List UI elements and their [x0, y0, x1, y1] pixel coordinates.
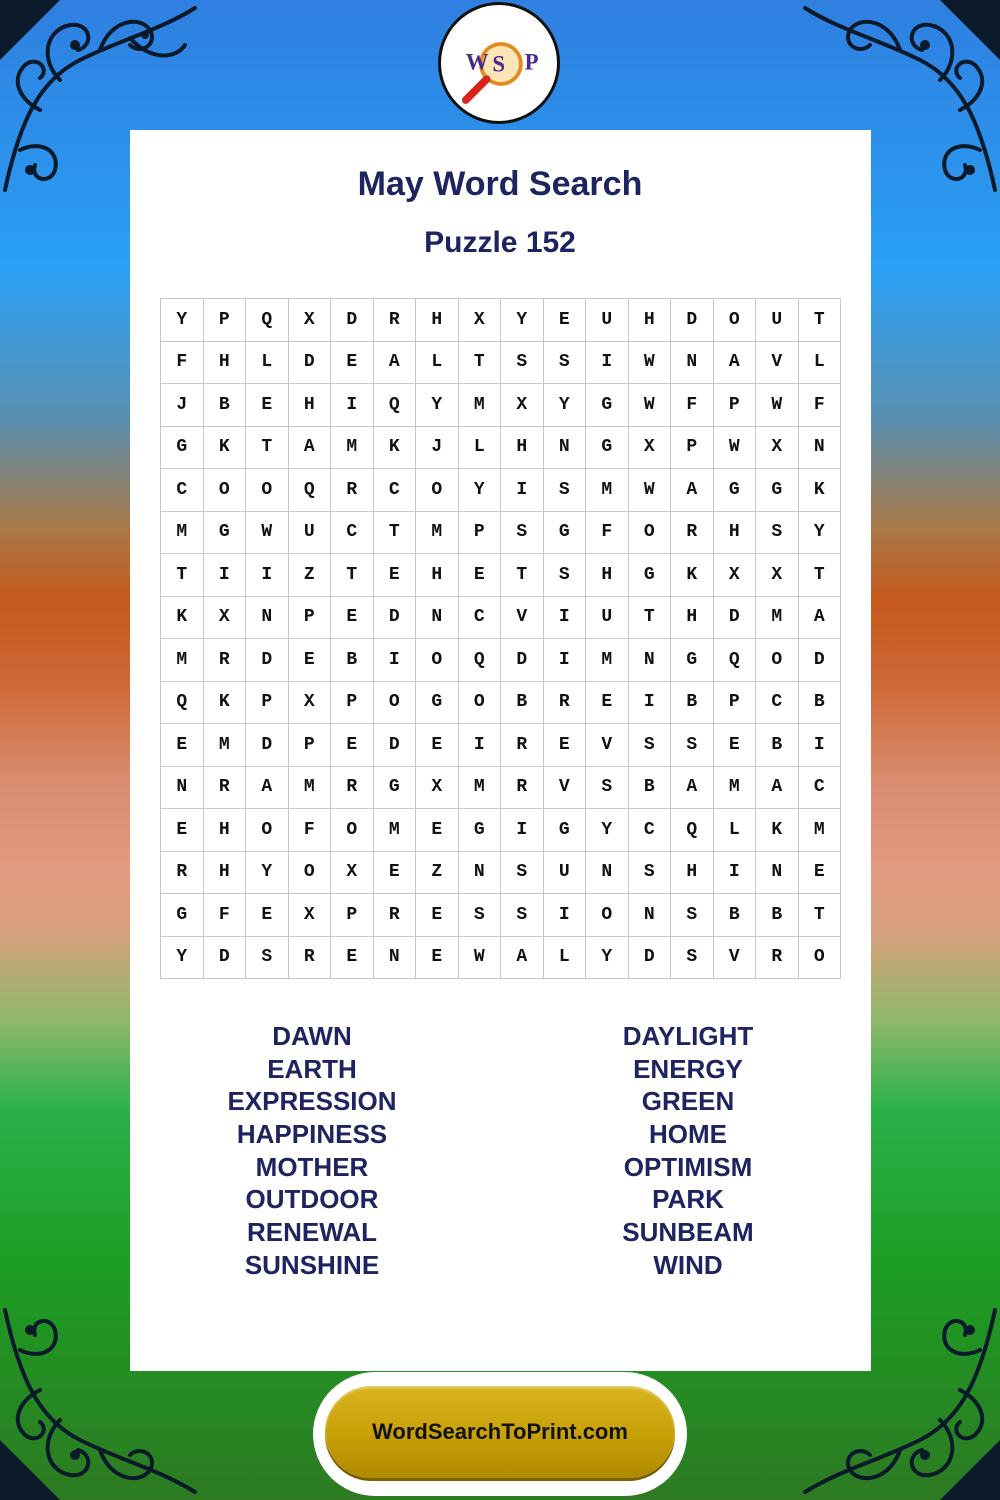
grid-cell[interactable]: A	[246, 767, 289, 810]
grid-cell[interactable]: C	[161, 469, 204, 512]
footer-badge	[313, 1372, 687, 1496]
grid-cell[interactable]: M	[289, 767, 332, 810]
grid-cell[interactable]: B	[671, 682, 714, 725]
grid-cell[interactable]: C	[459, 597, 502, 640]
grid-cell[interactable]: E	[161, 724, 204, 767]
grid-cell[interactable]: D	[246, 639, 289, 682]
grid-cell[interactable]: E	[416, 937, 459, 980]
grid-cell[interactable]: P	[714, 384, 757, 427]
grid-cell[interactable]: S	[544, 554, 587, 597]
grid-cell[interactable]: V	[544, 767, 587, 810]
grid-cell[interactable]: G	[374, 767, 417, 810]
grid-cell[interactable]: X	[289, 682, 332, 725]
grid-cell[interactable]: T	[161, 554, 204, 597]
grid-cell[interactable]: Y	[799, 512, 842, 555]
word-list-item: RENEWAL	[247, 1217, 377, 1248]
grid-cell[interactable]: P	[459, 512, 502, 555]
grid-cell[interactable]: C	[374, 469, 417, 512]
puzzle-number: Puzzle 152	[424, 226, 576, 259]
grid-cell[interactable]: E	[331, 937, 374, 980]
grid-cell[interactable]: K	[204, 682, 247, 725]
grid-cell[interactable]: Y	[586, 937, 629, 980]
grid-cell[interactable]: L	[459, 427, 502, 470]
grid-cell[interactable]: M	[459, 384, 502, 427]
website-link-button[interactable]: WordSearchToPrint.com	[325, 1386, 675, 1478]
grid-cell[interactable]: I	[204, 554, 247, 597]
grid-cell[interactable]: W	[714, 427, 757, 470]
grid-cell[interactable]: E	[416, 894, 459, 937]
grid-cell[interactable]: N	[459, 852, 502, 895]
grid-cell[interactable]: Y	[586, 809, 629, 852]
grid-cell[interactable]: E	[331, 724, 374, 767]
grid-cell[interactable]: L	[799, 342, 842, 385]
word-list-item: WIND	[653, 1249, 723, 1280]
grid-cell[interactable]: D	[671, 299, 714, 342]
grid-cell[interactable]: G	[161, 427, 204, 470]
grid-cell[interactable]: S	[586, 767, 629, 810]
grid-cell[interactable]: O	[289, 852, 332, 895]
grid-cell[interactable]: N	[756, 852, 799, 895]
grid-cell[interactable]: N	[629, 894, 672, 937]
grid-cell[interactable]: O	[246, 809, 289, 852]
grid-cell[interactable]: X	[289, 894, 332, 937]
grid-cell[interactable]: T	[246, 427, 289, 470]
grid-cell[interactable]: Q	[246, 299, 289, 342]
grid-cell[interactable]: S	[756, 512, 799, 555]
grid-cell[interactable]: X	[331, 852, 374, 895]
grid-cell[interactable]: M	[416, 512, 459, 555]
logo-letter-w: W	[465, 49, 489, 75]
grid-cell[interactable]: N	[799, 427, 842, 470]
grid-cell[interactable]: R	[204, 767, 247, 810]
grid-cell[interactable]: N	[161, 767, 204, 810]
magnifier-icon	[441, 5, 557, 121]
grid-cell[interactable]: F	[671, 384, 714, 427]
grid-cell[interactable]: P	[671, 427, 714, 470]
grid-cell[interactable]: R	[756, 937, 799, 980]
grid-cell[interactable]: A	[799, 597, 842, 640]
grid-cell[interactable]: T	[331, 554, 374, 597]
word-list-item: GREEN	[641, 1086, 735, 1117]
grid-cell[interactable]: M	[459, 767, 502, 810]
grid-cell[interactable]: B	[799, 682, 842, 725]
word-list-left	[162, 1020, 462, 1282]
grid-cell[interactable]: Y	[501, 299, 544, 342]
grid-cell[interactable]: E	[416, 724, 459, 767]
grid-cell[interactable]: K	[161, 597, 204, 640]
grid-cell[interactable]: C	[756, 682, 799, 725]
grid-cell[interactable]: R	[501, 724, 544, 767]
grid-cell[interactable]: G	[671, 639, 714, 682]
grid-cell[interactable]: P	[331, 682, 374, 725]
grid-cell[interactable]: S	[671, 724, 714, 767]
grid-cell[interactable]: Y	[161, 299, 204, 342]
grid-cell[interactable]: E	[331, 597, 374, 640]
grid-cell[interactable]: V	[714, 937, 757, 980]
grid-cell[interactable]: W	[629, 469, 672, 512]
grid-cell[interactable]: M	[799, 809, 842, 852]
grid-cell[interactable]: P	[289, 724, 332, 767]
grid-cell[interactable]: H	[586, 554, 629, 597]
grid-cell[interactable]: A	[671, 469, 714, 512]
grid-cell[interactable]: S	[501, 512, 544, 555]
grid-cell[interactable]: N	[586, 852, 629, 895]
grid-cell[interactable]: G	[416, 682, 459, 725]
grid-cell[interactable]: D	[629, 937, 672, 980]
grid-cell[interactable]: Y	[459, 469, 502, 512]
grid-cell[interactable]: S	[501, 342, 544, 385]
grid-cell[interactable]: U	[289, 512, 332, 555]
grid-cell[interactable]: B	[331, 639, 374, 682]
grid-cell[interactable]: C	[629, 809, 672, 852]
grid-cell[interactable]: M	[586, 639, 629, 682]
grid-cell[interactable]: R	[204, 639, 247, 682]
grid-cell[interactable]: O	[204, 469, 247, 512]
grid-cell[interactable]: R	[544, 682, 587, 725]
grid-cell[interactable]: H	[204, 809, 247, 852]
grid-cell[interactable]: V	[586, 724, 629, 767]
grid-cell[interactable]: D	[714, 597, 757, 640]
grid-cell[interactable]: G	[204, 512, 247, 555]
grid-cell[interactable]: O	[799, 937, 842, 980]
grid-cell[interactable]: D	[374, 597, 417, 640]
grid-cell[interactable]: E	[331, 342, 374, 385]
grid-cell[interactable]: H	[204, 852, 247, 895]
grid-cell[interactable]: T	[459, 342, 502, 385]
grid-cell[interactable]: S	[544, 342, 587, 385]
grid-cell[interactable]: H	[671, 597, 714, 640]
grid-cell[interactable]: G	[586, 427, 629, 470]
grid-cell[interactable]: E	[416, 809, 459, 852]
grid-cell[interactable]: Y	[161, 937, 204, 980]
grid-cell[interactable]: R	[331, 469, 374, 512]
grid-cell[interactable]: S	[671, 937, 714, 980]
grid-cell[interactable]: T	[629, 597, 672, 640]
grid-cell[interactable]: E	[374, 554, 417, 597]
grid-cell[interactable]: K	[756, 809, 799, 852]
grid-cell[interactable]: A	[289, 427, 332, 470]
grid-cell[interactable]: T	[799, 299, 842, 342]
grid-cell[interactable]: Q	[714, 639, 757, 682]
grid-cell[interactable]: P	[289, 597, 332, 640]
grid-cell[interactable]: N	[629, 639, 672, 682]
grid-cell[interactable]: B	[204, 384, 247, 427]
grid-cell[interactable]: Y	[246, 852, 289, 895]
word-list-item: DAYLIGHT	[622, 1021, 754, 1051]
grid-cell[interactable]: D	[204, 937, 247, 980]
grid-cell[interactable]: A	[501, 937, 544, 980]
grid-cell[interactable]: L	[714, 809, 757, 852]
grid-cell[interactable]: O	[459, 682, 502, 725]
grid-cell[interactable]: A	[714, 342, 757, 385]
grid-cell[interactable]: N	[544, 427, 587, 470]
grid-cell[interactable]: P	[331, 894, 374, 937]
grid-cell[interactable]: I	[501, 809, 544, 852]
grid-cell[interactable]: N	[246, 597, 289, 640]
grid-cell[interactable]: A	[756, 767, 799, 810]
grid-cell[interactable]: L	[544, 937, 587, 980]
grid-cell[interactable]: I	[586, 342, 629, 385]
word-list-item: EXPRESSION	[227, 1086, 397, 1117]
grid-cell[interactable]: G	[756, 469, 799, 512]
grid-cell[interactable]: K	[204, 427, 247, 470]
grid-cell[interactable]: S	[459, 894, 502, 937]
grid-cell[interactable]: R	[331, 767, 374, 810]
grid-cell[interactable]: K	[671, 554, 714, 597]
grid-cell[interactable]: L	[246, 342, 289, 385]
word-list-item: HOME	[649, 1119, 727, 1150]
word-list-item: HAPPINESS	[236, 1119, 388, 1150]
grid-cell[interactable]: L	[416, 342, 459, 385]
grid-cell[interactable]: C	[799, 767, 842, 810]
grid-cell[interactable]: H	[416, 554, 459, 597]
grid-cell[interactable]: X	[289, 299, 332, 342]
grid-cell[interactable]: X	[714, 554, 757, 597]
word-list-item: SUNSHINE	[244, 1249, 380, 1280]
grid-cell[interactable]: S	[544, 469, 587, 512]
grid-cell[interactable]: B	[756, 724, 799, 767]
grid-cell[interactable]: J	[416, 427, 459, 470]
grid-cell[interactable]: I	[544, 894, 587, 937]
grid-cell[interactable]: E	[374, 852, 417, 895]
grid-cell[interactable]: W	[756, 384, 799, 427]
grid-cell[interactable]: O	[416, 469, 459, 512]
grid-cell[interactable]: Y	[544, 384, 587, 427]
grid-cell[interactable]: I	[501, 469, 544, 512]
grid-cell[interactable]: P	[714, 682, 757, 725]
grid-cell[interactable]: A	[671, 767, 714, 810]
grid-cell[interactable]: S	[501, 894, 544, 937]
grid-cell[interactable]: B	[714, 894, 757, 937]
grid-cell[interactable]: E	[246, 384, 289, 427]
grid-cell[interactable]: Y	[416, 384, 459, 427]
grid-cell[interactable]: N	[416, 597, 459, 640]
grid-cell[interactable]: I	[459, 724, 502, 767]
grid-cell[interactable]: N	[374, 937, 417, 980]
grid-cell[interactable]: Q	[289, 469, 332, 512]
grid-cell[interactable]: D	[374, 724, 417, 767]
grid-cell[interactable]: F	[204, 894, 247, 937]
grid-cell[interactable]: U	[756, 299, 799, 342]
grid-cell[interactable]: G	[714, 469, 757, 512]
grid-cell[interactable]: Q	[671, 809, 714, 852]
grid-cell[interactable]: W	[246, 512, 289, 555]
grid-cell[interactable]: Z	[416, 852, 459, 895]
grid-cell[interactable]: E	[289, 639, 332, 682]
grid-cell[interactable]: Q	[161, 682, 204, 725]
grid-cell[interactable]: F	[161, 342, 204, 385]
grid-cell[interactable]: E	[586, 682, 629, 725]
grid-cell[interactable]: P	[204, 299, 247, 342]
grid-cell[interactable]: M	[374, 809, 417, 852]
grid-cell[interactable]: I	[374, 639, 417, 682]
grid-cell[interactable]: X	[756, 427, 799, 470]
grid-cell[interactable]: M	[714, 767, 757, 810]
grid-cell[interactable]: O	[629, 512, 672, 555]
grid-cell[interactable]: I	[629, 682, 672, 725]
grid-cell[interactable]: B	[629, 767, 672, 810]
word-list-right	[538, 1020, 838, 1282]
grid-cell[interactable]: G	[586, 384, 629, 427]
grid-cell[interactable]: R	[501, 767, 544, 810]
grid-cell[interactable]: M	[586, 469, 629, 512]
word-list-item: OPTIMISM	[623, 1151, 753, 1182]
grid-cell[interactable]: I	[714, 852, 757, 895]
grid-cell[interactable]: D	[246, 724, 289, 767]
grid-cell[interactable]: H	[416, 299, 459, 342]
grid-cell[interactable]: U	[544, 852, 587, 895]
grid-cell[interactable]: M	[204, 724, 247, 767]
grid-cell[interactable]: H	[714, 512, 757, 555]
grid-cell[interactable]: W	[629, 342, 672, 385]
grid-cell[interactable]: S	[629, 724, 672, 767]
grid-cell[interactable]: S	[671, 894, 714, 937]
grid-cell[interactable]: D	[501, 639, 544, 682]
grid-cell[interactable]: E	[459, 554, 502, 597]
grid-cell[interactable]: F	[586, 512, 629, 555]
grid-cell[interactable]: I	[331, 384, 374, 427]
grid-cell[interactable]: R	[289, 937, 332, 980]
grid-cell[interactable]: O	[416, 639, 459, 682]
grid-cell[interactable]: Z	[289, 554, 332, 597]
grid-cell[interactable]: G	[459, 809, 502, 852]
grid-cell[interactable]: Q	[459, 639, 502, 682]
grid-cell[interactable]: R	[374, 894, 417, 937]
grid-cell[interactable]: R	[161, 852, 204, 895]
grid-cell[interactable]: M	[756, 597, 799, 640]
grid-cell[interactable]: A	[374, 342, 417, 385]
logo-letter-p: P	[524, 49, 539, 75]
grid-cell[interactable]: H	[501, 427, 544, 470]
word-list-item: SUNBEAM	[622, 1217, 754, 1248]
grid-cell[interactable]: R	[374, 299, 417, 342]
grid-cell[interactable]: E	[714, 724, 757, 767]
grid-cell[interactable]: H	[629, 299, 672, 342]
grid-cell[interactable]: X	[459, 299, 502, 342]
grid-cell[interactable]: I	[544, 597, 587, 640]
grid-cell[interactable]: X	[204, 597, 247, 640]
grid-cell[interactable]: K	[374, 427, 417, 470]
grid-cell[interactable]: W	[629, 384, 672, 427]
page-title: May Word Search	[357, 165, 643, 203]
grid-cell[interactable]: O	[246, 469, 289, 512]
grid-cell[interactable]: H	[671, 852, 714, 895]
grid-cell[interactable]: G	[544, 512, 587, 555]
site-logo[interactable]	[438, 2, 560, 124]
grid-cell[interactable]: U	[586, 299, 629, 342]
grid-cell[interactable]: H	[204, 342, 247, 385]
grid-cell[interactable]: D	[289, 342, 332, 385]
grid-cell[interactable]: B	[501, 682, 544, 725]
word-list-item: ENERGY	[633, 1053, 743, 1084]
grid-cell[interactable]: U	[586, 597, 629, 640]
grid-cell[interactable]: T	[501, 554, 544, 597]
grid-cell[interactable]: N	[671, 342, 714, 385]
grid-cell[interactable]: X	[501, 384, 544, 427]
letter-grid	[160, 298, 841, 979]
word-list-item: PARK	[652, 1184, 724, 1215]
grid-cell[interactable]: J	[161, 384, 204, 427]
grid-cell[interactable]: E	[544, 299, 587, 342]
grid-cell[interactable]: W	[459, 937, 502, 980]
word-list-item: EARTH	[267, 1053, 357, 1084]
grid-cell[interactable]: I	[799, 724, 842, 767]
grid-cell[interactable]: E	[544, 724, 587, 767]
grid-cell[interactable]: D	[799, 639, 842, 682]
grid-cell[interactable]: O	[714, 299, 757, 342]
word-list-item: DAWN	[272, 1021, 352, 1051]
grid-cell[interactable]: E	[161, 809, 204, 852]
grid-cell[interactable]: V	[756, 342, 799, 385]
grid-cell[interactable]: O	[756, 639, 799, 682]
grid-cell[interactable]: S	[246, 937, 289, 980]
grid-cell[interactable]: X	[629, 427, 672, 470]
grid-cell[interactable]: T	[374, 512, 417, 555]
logo-letter-s: S	[492, 51, 506, 77]
grid-cell[interactable]: M	[161, 512, 204, 555]
grid-cell[interactable]: D	[331, 299, 374, 342]
grid-cell[interactable]: X	[416, 767, 459, 810]
grid-cell[interactable]: O	[374, 682, 417, 725]
grid-cell[interactable]: C	[331, 512, 374, 555]
grid-cell[interactable]: Q	[374, 384, 417, 427]
grid-cell[interactable]: G	[629, 554, 672, 597]
grid-cell[interactable]: O	[331, 809, 374, 852]
grid-cell[interactable]: E	[246, 894, 289, 937]
grid-cell[interactable]: R	[671, 512, 714, 555]
grid-cell[interactable]: O	[586, 894, 629, 937]
grid-cell[interactable]: S	[629, 852, 672, 895]
grid-cell[interactable]: T	[799, 554, 842, 597]
grid-cell[interactable]: G	[544, 809, 587, 852]
grid-cell[interactable]: G	[161, 894, 204, 937]
grid-cell[interactable]: I	[544, 639, 587, 682]
grid-cell[interactable]: V	[501, 597, 544, 640]
grid-cell[interactable]: M	[161, 639, 204, 682]
grid-cell[interactable]: P	[246, 682, 289, 725]
grid-cell[interactable]: S	[501, 852, 544, 895]
grid-cell[interactable]: T	[799, 894, 842, 937]
grid-cell[interactable]: E	[799, 852, 842, 895]
word-list-item: MOTHER	[255, 1151, 369, 1182]
grid-cell[interactable]: F	[289, 809, 332, 852]
grid-cell[interactable]: B	[756, 894, 799, 937]
grid-cell[interactable]: M	[331, 427, 374, 470]
grid-cell[interactable]: F	[799, 384, 842, 427]
grid-cell[interactable]: I	[246, 554, 289, 597]
grid-cell[interactable]: K	[799, 469, 842, 512]
word-list-item: OUTDOOR	[245, 1184, 379, 1215]
grid-cell[interactable]: X	[756, 554, 799, 597]
grid-cell[interactable]: H	[289, 384, 332, 427]
